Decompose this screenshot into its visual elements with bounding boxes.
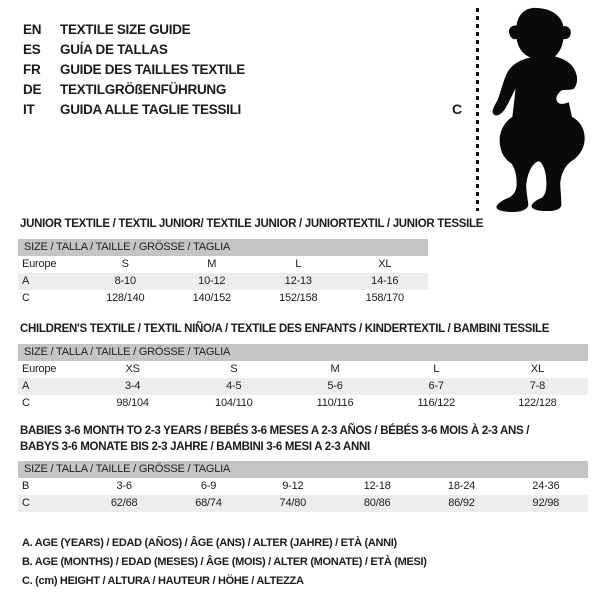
size-cell: M (330, 363, 340, 375)
size-header-bar: SIZE / TALLA / TAILLE / GRÖSSE / TAGLIA (18, 239, 428, 256)
table-row-months (18, 478, 588, 495)
months-cell: 6-9 (200, 480, 217, 492)
age-cell: 7-8 (529, 380, 546, 392)
age-cell: 5-6 (327, 380, 343, 392)
height-cell: 158/170 (365, 292, 404, 304)
language-row-it (23, 100, 245, 120)
height-cell: 122/128 (518, 397, 557, 409)
size-cell: L (433, 363, 440, 375)
height-cell: 116/122 (417, 397, 455, 409)
size-cell: S (121, 258, 129, 270)
size-cell: XL (378, 258, 392, 270)
table-row-height (18, 495, 588, 512)
row-label: B (22, 480, 30, 492)
junior-size-table (18, 239, 428, 307)
age-cell: 4-5 (226, 380, 242, 392)
row-label: A (22, 275, 30, 287)
footnote-c: C. (cm) HEIGHT / ALTURA / HAUTEUR / HÖHE / ALTEZZA (22, 575, 304, 587)
language-code: IT (23, 102, 35, 117)
size-cell: XL (530, 363, 544, 375)
size-cell: XS (125, 363, 140, 375)
guide-title-de: TEXTILGRÖßENFÜHRUNG (60, 82, 227, 97)
height-cell: 98/104 (116, 397, 149, 409)
guide-title-it: GUIDA ALLE TAGLIE TESSILI (60, 102, 241, 117)
table-row-europe (18, 361, 588, 378)
language-row-en (23, 20, 245, 40)
height-cell: 128/140 (106, 292, 145, 304)
months-cell: 24-36 (532, 480, 560, 492)
language-code: EN (23, 22, 42, 37)
table-row-height (18, 290, 428, 307)
guide-title-fr: GUIDE DES TAILLES TEXTILE (60, 62, 246, 77)
age-cell: 8-10 (114, 275, 136, 287)
size-header-bar: SIZE / TALLA / TAILLE / GRÖSSE / TAGLIA (18, 344, 588, 361)
height-measure-dashed-line (476, 8, 479, 211)
children-table-title: CHILDREN'S TEXTILE / TEXTIL NIÑO/A / TEXTILE DES ENFANTS / KINDERTEXTIL / BAMBINI TESSILE (20, 323, 550, 335)
babies-table-title-line2: BABYS 3-6 MONATE BIS 2-3 JAHRE / BAMBINI 3-6 MESI A 2-3 ANNI (20, 441, 370, 453)
months-cell: 18-24 (447, 480, 476, 492)
junior-table-title: JUNIOR TEXTILE / TEXTIL JUNIOR/ TEXTILE JUNIOR / JUNIORTEXTIL / JUNIOR TESSILE (20, 218, 484, 230)
language-code: DE (23, 82, 42, 97)
babies-table-title-line1: BABIES 3-6 MONTH TO 2-3 YEARS / BEBÉS 3-6 MESES A 2-3 AÑOS / BÉBÉS 3-6 MOIS À 2-3 ANS / (20, 425, 530, 437)
height-cell: 62/68 (110, 497, 138, 509)
language-row-es (23, 40, 245, 60)
height-cell: 86/92 (448, 497, 475, 509)
footnote-a: A. AGE (YEARS) / EDAD (AÑOS) / ÂGE (ANS) / ALTER (JAHRE) / ETÀ (ANNI) (22, 537, 397, 549)
language-title-list (23, 20, 245, 120)
footnote-b: B. AGE (MONTHS) / EDAD (MESES) / ÂGE (MOIS) / ALTER (MONATE) / ETÀ (MESI) (22, 556, 427, 568)
size-header-bar: SIZE / TALLA / TAILLE / GRÖSSE / TAGLIA (18, 461, 588, 478)
babies-size-table (18, 461, 588, 512)
language-row-de (23, 80, 245, 100)
language-code: ES (23, 42, 41, 57)
guide-title-es: GUÍA DE TALLAS (60, 42, 168, 57)
age-cell: 3-4 (124, 380, 141, 392)
legend-footnotes (22, 534, 427, 591)
months-cell: 12-18 (363, 480, 391, 492)
size-cell: L (295, 258, 302, 270)
size-cell: M (207, 258, 217, 270)
row-label: C (22, 497, 30, 509)
height-cell: 104/110 (215, 397, 253, 409)
height-cell: 152/158 (279, 292, 318, 304)
row-label: C (22, 292, 30, 304)
height-cell: 80/86 (363, 497, 391, 509)
babies-table-title (20, 423, 529, 455)
row-label: Europe (22, 258, 57, 270)
height-marker-label: C (452, 101, 463, 117)
table-row-height (18, 395, 588, 412)
row-label: C (22, 397, 30, 409)
language-row-fr (23, 60, 245, 80)
children-size-table (18, 344, 588, 412)
height-cell: 140/152 (192, 292, 231, 304)
height-cell: 92/98 (532, 497, 560, 509)
row-label: Europe (22, 363, 57, 375)
guide-title-en: TEXTILE SIZE GUIDE (60, 22, 191, 37)
row-label: A (22, 380, 30, 392)
months-cell: 3-6 (116, 480, 132, 492)
age-cell: 14-16 (371, 275, 399, 287)
height-cell: 68/74 (195, 497, 222, 509)
age-cell: 12-13 (284, 275, 312, 287)
height-cell: 74/80 (279, 497, 307, 509)
age-cell: 10-12 (198, 275, 226, 287)
baby-toddler-silhouette-icon (489, 3, 590, 213)
size-cell: S (230, 363, 238, 375)
table-row-europe (18, 256, 428, 273)
age-cell: 6-7 (428, 380, 444, 392)
language-code: FR (23, 62, 41, 77)
height-cell: 110/116 (316, 397, 354, 409)
table-row-age (18, 273, 428, 290)
months-cell: 9-12 (282, 480, 304, 492)
table-row-age (18, 378, 588, 395)
